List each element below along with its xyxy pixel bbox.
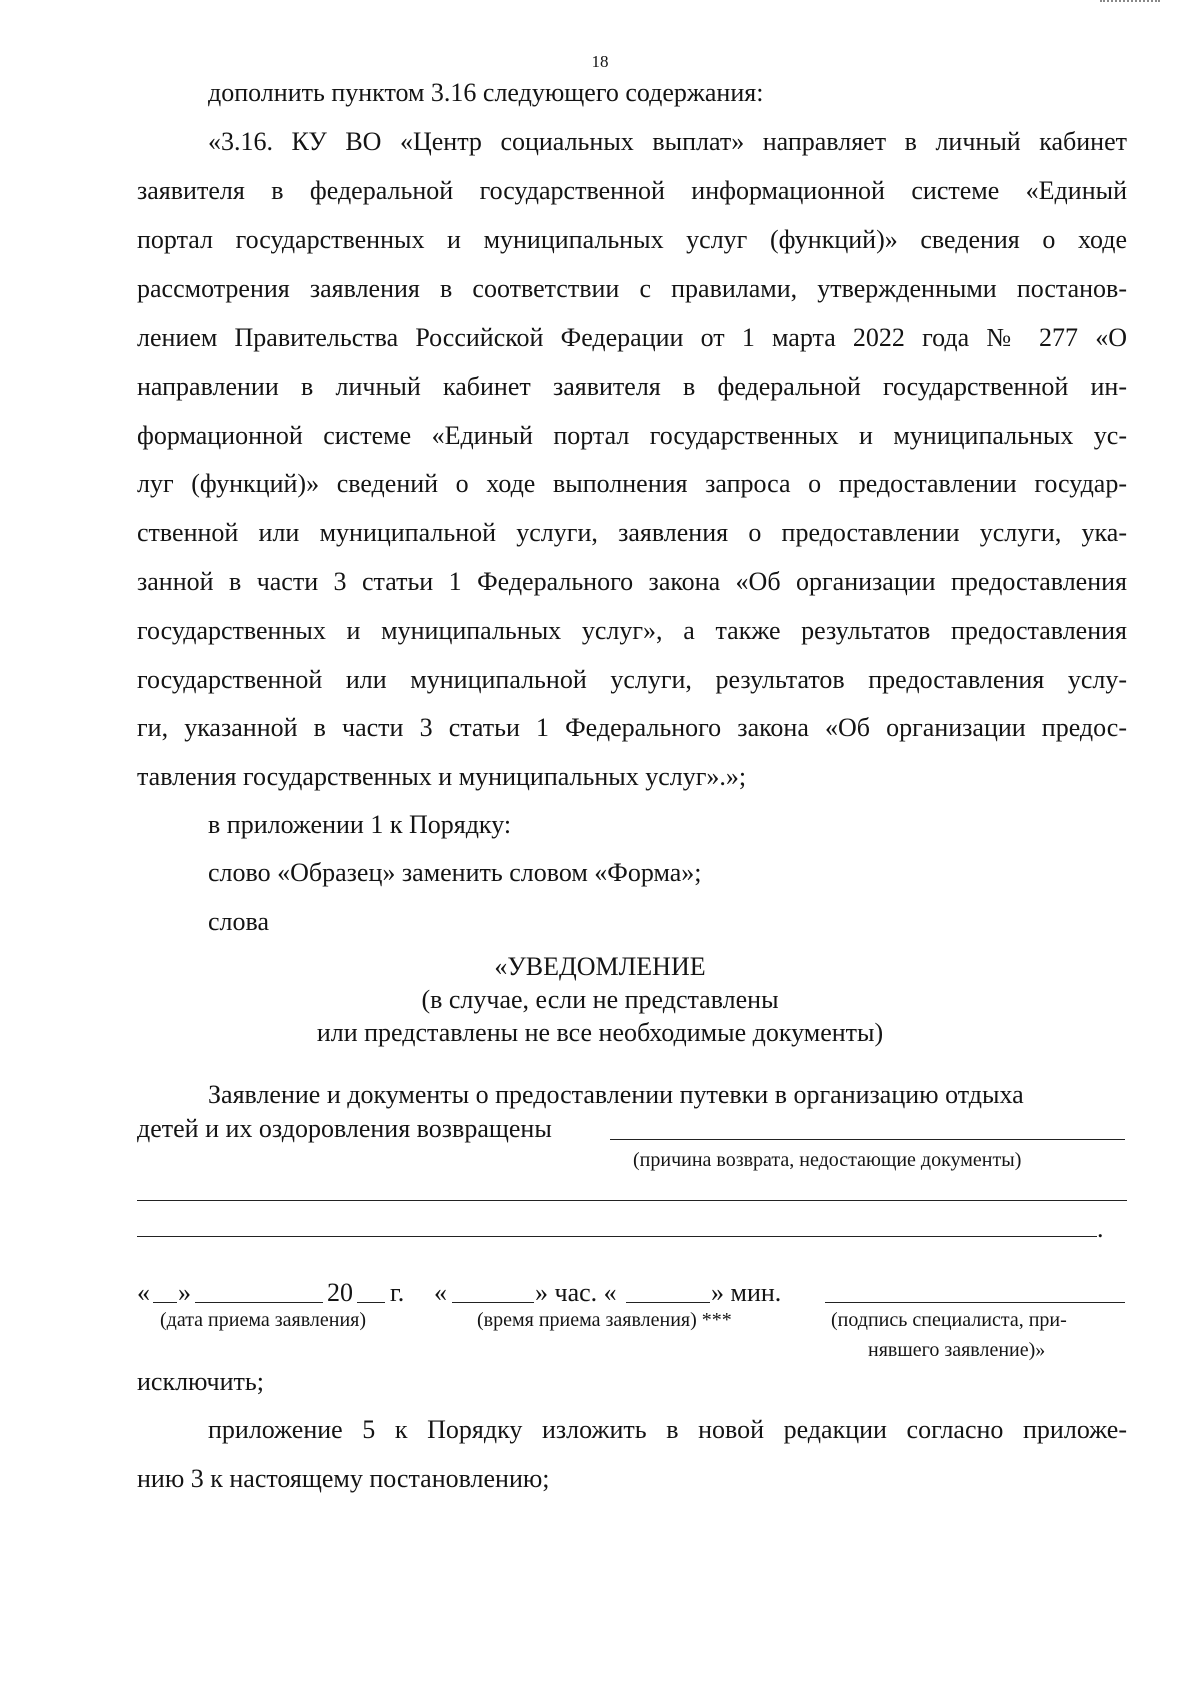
clause-line-4: рассмотрения заявления в соответствии с правилами, утвержденными постанов-: [137, 274, 1127, 303]
notice-title: «УВЕДОМЛЕНИЕ: [494, 952, 706, 981]
minute-field-line: [626, 1302, 710, 1303]
reason-caption: (причина возврата, недостающие документы): [633, 1149, 1022, 1171]
clause-line-14: тавления государственных и муниципальных услуг».»;: [137, 762, 747, 791]
clause-line-2: заявителя в федеральной государственной информационной системе «Единый: [137, 176, 1127, 205]
clause-line-8: луг (функций)» сведений о ходе выполнения запроса о предоставлении государ-: [137, 469, 1127, 498]
clause-line-9: ственной или муниципальной услуги, заявления о предоставлении услуги, ука-: [137, 518, 1127, 547]
date-close-quote: »: [178, 1278, 191, 1307]
signature-caption-1: (подпись специалиста, при-: [831, 1309, 1067, 1331]
intro-line: дополнить пунктом 3.16 следующего содержания:: [208, 78, 764, 107]
clause-line-10: занной в части 3 статьи 1 Федерального закона «Об организации предоставления: [137, 567, 1127, 596]
exclude-line: исключить;: [137, 1367, 264, 1396]
replace-line: слово «Образец» заменить словом «Форма»;: [208, 858, 702, 887]
notice-subtitle-2: или представлены не все необходимые документы): [316, 1018, 884, 1047]
blank-line-1: [137, 1200, 1127, 1201]
clause-line-7: формационной системе «Единый портал государственных и муниципальных ус-: [137, 421, 1127, 450]
clause-line-12: государственной или муниципальной услуги, результатов предоставления услу-: [137, 665, 1127, 694]
clause-line-1: «3.16. КУ ВО «Центр социальных выплат» направляет в личный кабинет: [208, 127, 1127, 156]
words-line: слова: [208, 907, 269, 936]
blank-line-2: [137, 1236, 1097, 1237]
clause-line-5: лением Правительства Российской Федерации от 1 марта 2022 года № 277 «О: [137, 323, 1127, 352]
reason-field-line: [610, 1139, 1125, 1140]
hour-field-line: [452, 1302, 534, 1303]
signature-caption-2: нявшего заявление)»: [868, 1339, 1046, 1361]
clause-line-11: государственных и муниципальных услуг», а также результатов предоставления: [137, 616, 1127, 645]
scan-edge-mark: [1100, 0, 1160, 6]
day-field-line: [153, 1302, 177, 1303]
clause-line-3: портал государственных и муниципальных услуг (функций)» сведения о ходе: [137, 225, 1127, 254]
blank-line-period: .: [1097, 1214, 1104, 1243]
notice-subtitle-1: (в случае, если не представлены: [421, 985, 779, 1014]
appendix-line: в приложении 1 к Порядку:: [208, 810, 512, 839]
date-caption: (дата приема заявления): [160, 1309, 367, 1331]
time-caption: (время приема заявления) ***: [477, 1309, 732, 1331]
notice-statement-2: детей и их оздоровления возвращены: [137, 1114, 552, 1143]
final-line-1: приложение 5 к Порядку изложить в новой редакции согласно приложе-: [208, 1415, 1127, 1444]
signature-field-line: [825, 1302, 1125, 1303]
hour-label: » час. «: [535, 1278, 617, 1307]
year-prefix: 20: [327, 1278, 353, 1307]
year-field-line: [357, 1302, 385, 1303]
hour-open-quote: «: [434, 1278, 447, 1307]
date-open-quote: «: [137, 1278, 150, 1307]
notice-statement-1: Заявление и документы о предоставлении путевки в организацию отдыха: [208, 1080, 1024, 1109]
final-line-2: нию 3 к настоящему постановлению;: [137, 1464, 550, 1493]
clause-line-13: ги, указанной в части 3 статьи 1 Федерального закона «Об организации предос-: [137, 713, 1127, 742]
clause-line-6: направлении в личный кабинет заявителя в федеральной государственной ин-: [137, 372, 1127, 401]
page-number: 18: [591, 52, 609, 71]
month-field-line: [195, 1302, 323, 1303]
minute-label: » мин.: [711, 1278, 782, 1307]
year-suffix: г.: [390, 1278, 405, 1307]
